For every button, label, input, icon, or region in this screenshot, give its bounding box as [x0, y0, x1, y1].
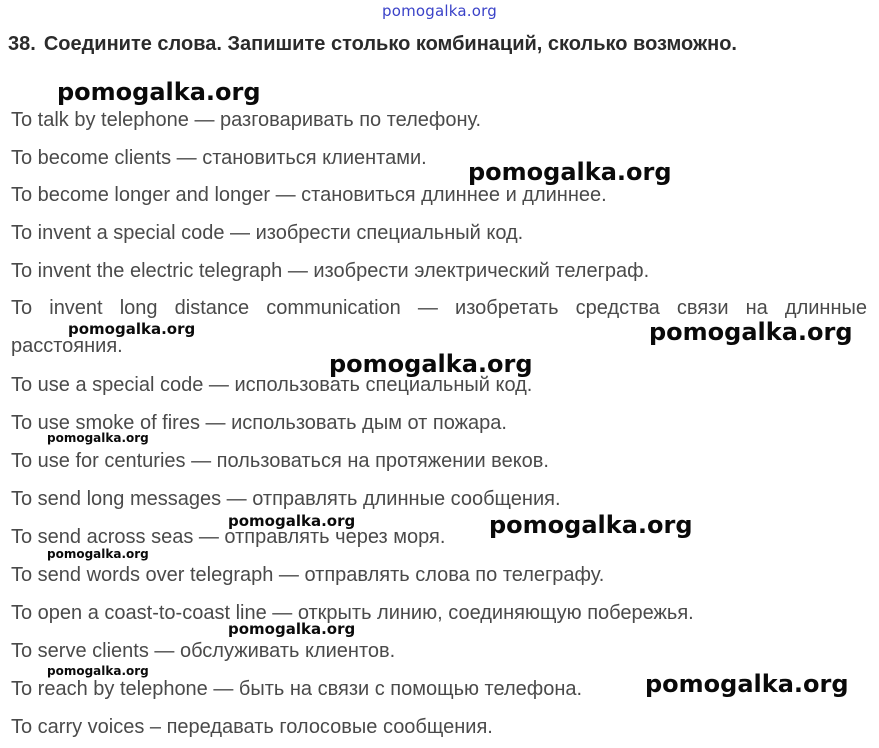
phrase-line: To use smoke of fires — использовать дым от пожара.	[11, 412, 507, 434]
watermark: pomogalka.org	[47, 431, 149, 445]
phrase-line: To send words over telegraph — отправлять слова по телеграфу.	[11, 564, 605, 586]
phrase-line: To send long messages — отправлять длинные сообщения.	[11, 488, 561, 510]
phrase-line: To reach by telephone — быть на связи с помощью телефона.	[11, 678, 583, 700]
watermark: pomogalka.org	[47, 547, 149, 561]
phrase-line: To use for centuries — пользоваться на протяжении веков.	[11, 450, 549, 472]
watermark: pomogalka.org	[329, 350, 533, 378]
watermark: pomogalka.org	[468, 158, 672, 186]
phrase-line: To use a special code — использовать специальный код.	[11, 374, 533, 396]
task-header	[8, 33, 737, 56]
watermark: pomogalka.org	[57, 78, 261, 106]
phrase-line: To become longer and longer — становиться длиннее и длиннее.	[11, 184, 607, 206]
task-number: 38.	[8, 33, 36, 55]
phrase-line: To invent long distance communication — изобретать средства связи на длинные расстояния.	[11, 297, 867, 357]
site-link[interactable]: pomogalka.org	[382, 2, 497, 20]
phrase-line: To carry voices – передавать голосовые сообщения.	[11, 716, 493, 738]
phrase-line: To open a coast-to-coast line — открыть линию, соединяющую побережья.	[11, 602, 694, 624]
watermark: pomogalka.org	[228, 620, 356, 638]
watermark: pomogalka.org	[649, 318, 853, 346]
watermark: pomogalka.org	[47, 664, 149, 678]
task-instruction: Соедините слова. Запишите столько комбинаций, сколько возможно.	[43, 33, 737, 55]
phrase-line: To become clients — становиться клиентами.	[11, 147, 427, 169]
watermark: pomogalka.org	[489, 511, 693, 539]
phrase-line: To invent the electric telegraph — изобрести электрический телеграф.	[11, 260, 650, 282]
watermark: pomogalka.org	[68, 320, 196, 338]
watermark: pomogalka.org	[645, 670, 849, 698]
phrase-line: To serve clients — обслуживать клиентов.	[11, 640, 396, 662]
watermark: pomogalka.org	[228, 512, 356, 530]
phrase-line: To invent a special code — изобрести специальный код.	[11, 222, 524, 244]
phrase-line: To talk by telephone — разговаривать по телефону.	[11, 109, 482, 131]
phrase-line: To send across seas — отправлять через моря.	[11, 526, 446, 548]
